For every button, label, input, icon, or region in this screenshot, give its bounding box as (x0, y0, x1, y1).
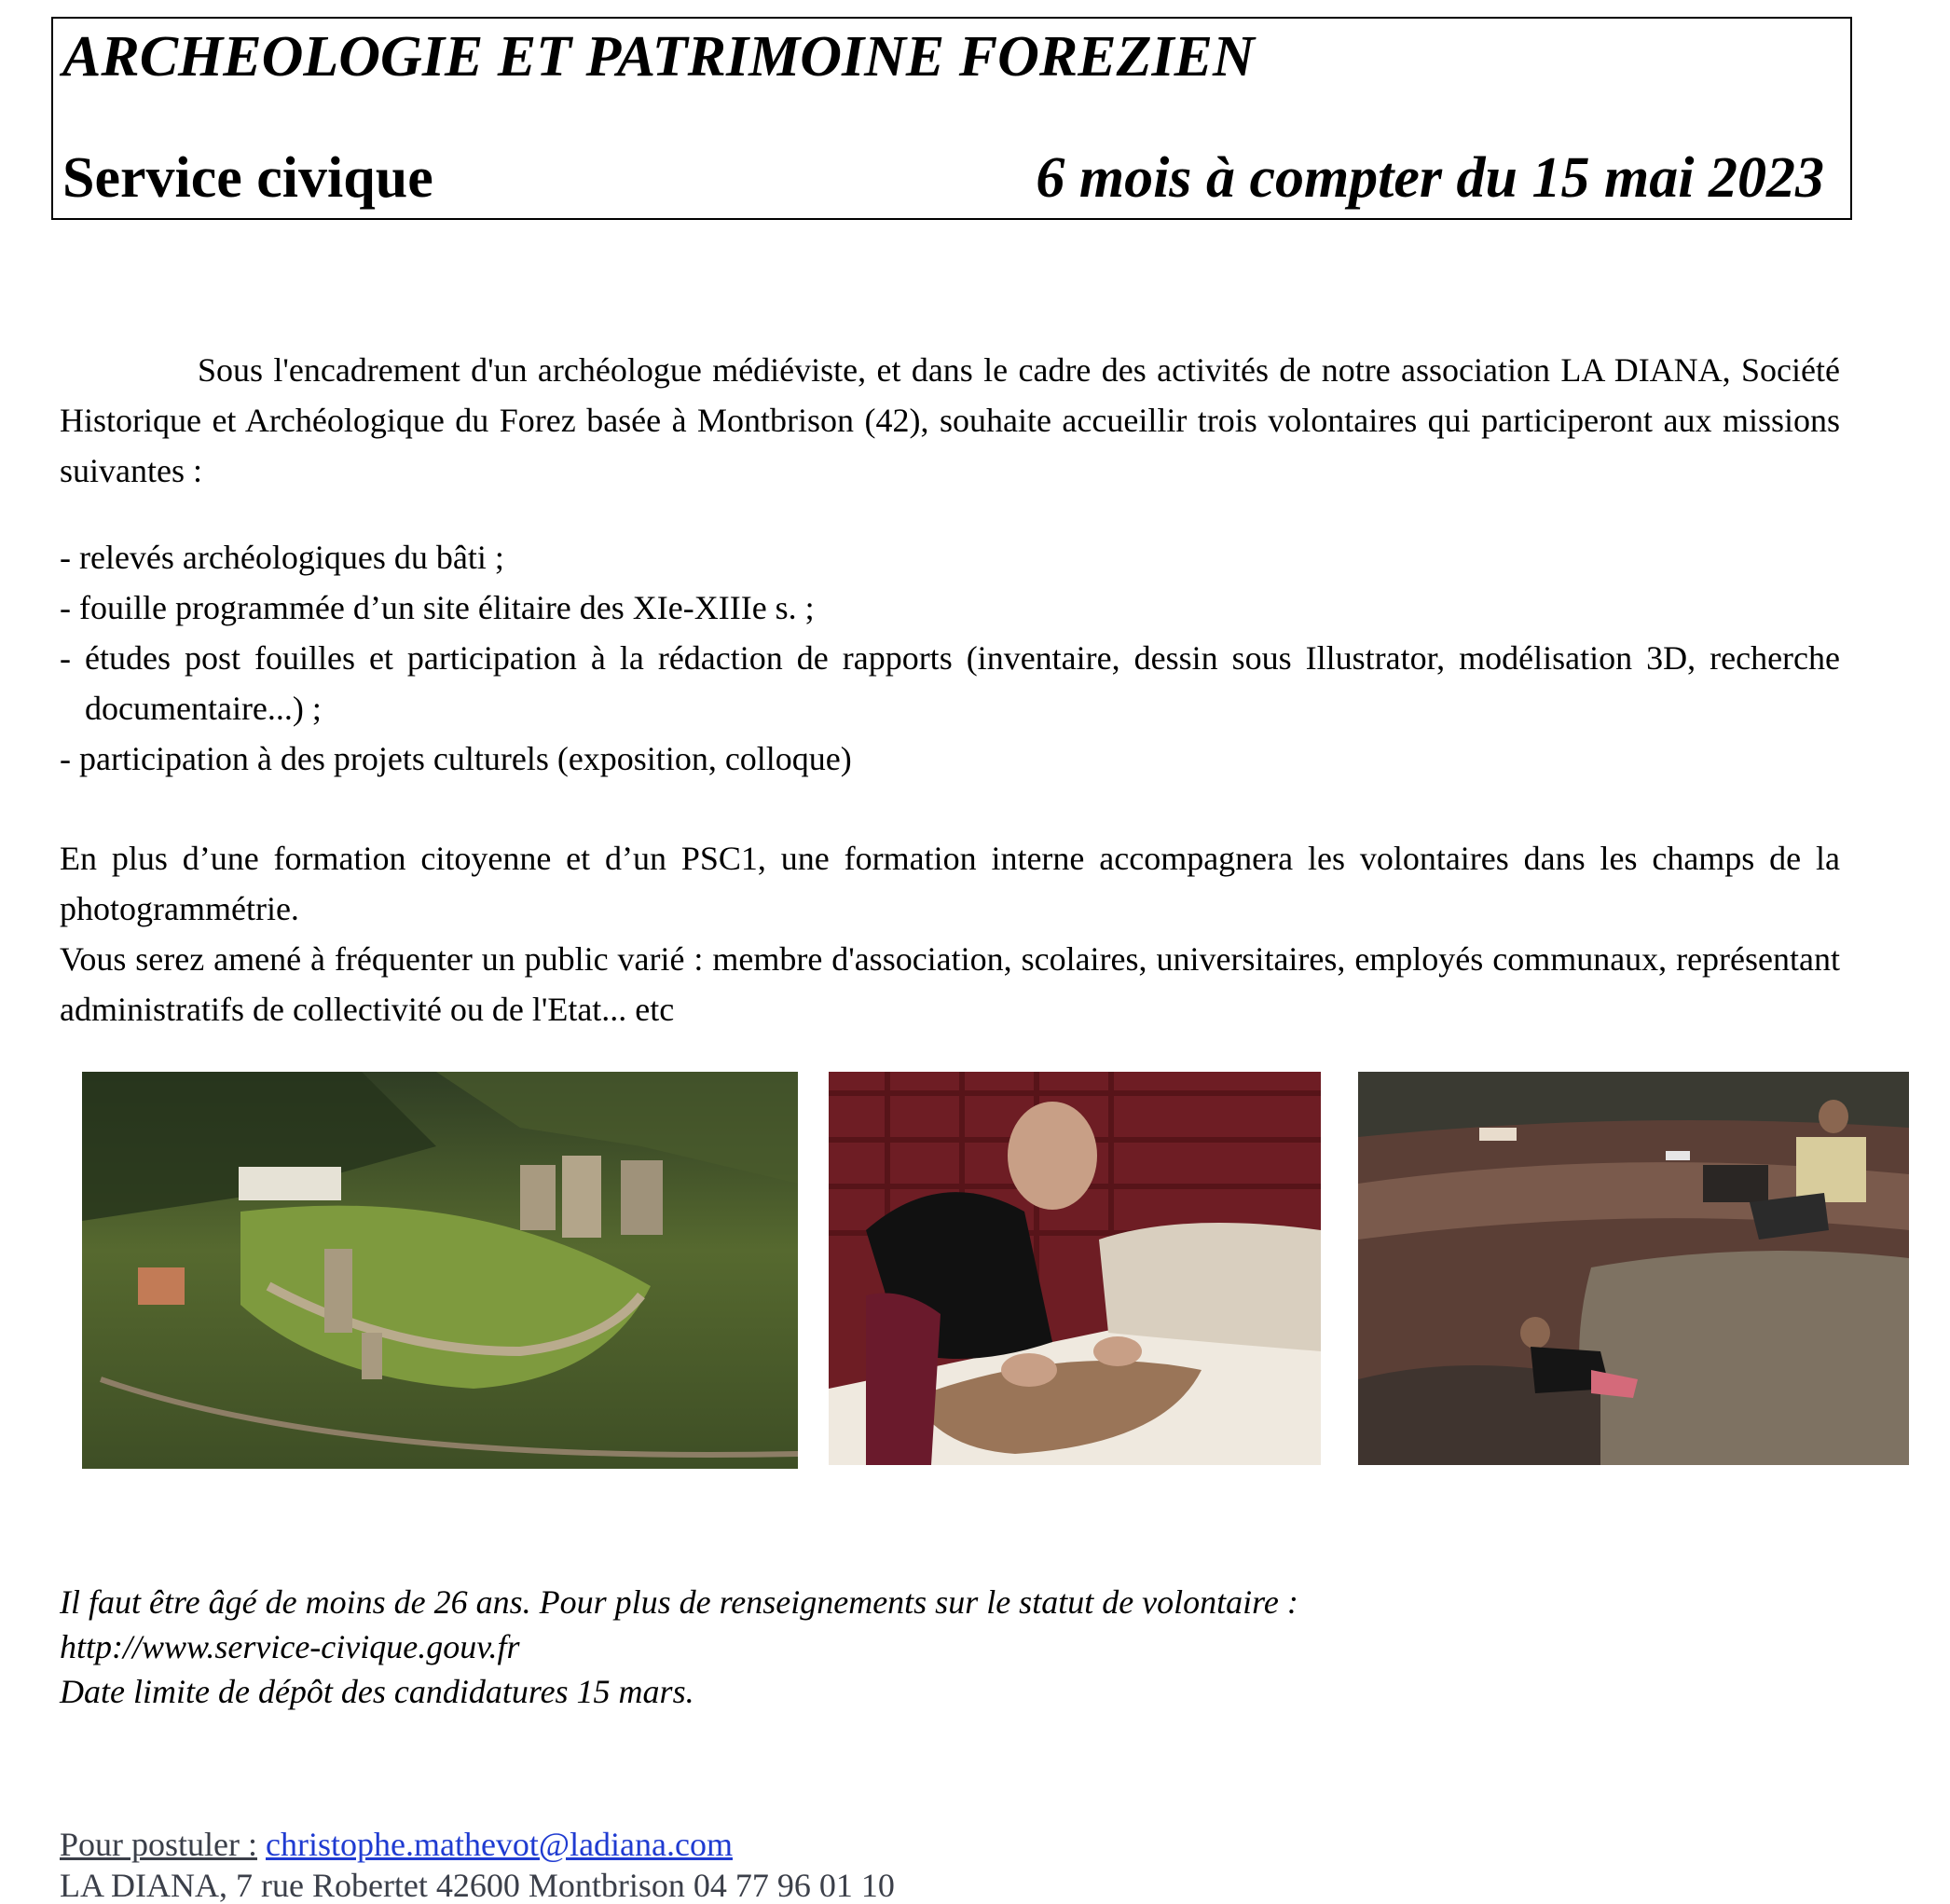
mission-item: - fouille programmée d’un site élitaire des XIe-XIIIe s. ; (60, 589, 815, 626)
excavation-site-photo (1358, 1072, 1909, 1465)
service-label: Service civique (62, 146, 433, 210)
castle-aerial-photo (82, 1072, 798, 1469)
apply-label: Pour postuler : (60, 1826, 257, 1863)
mission-list (60, 532, 1840, 784)
organization-title: ARCHEOLOGIE ET PATRIMOINE FOREZIEN (62, 25, 1255, 89)
intro-paragraph: Sous l'encadrement d'un archéologue médiéviste, et dans le cadre des activités de notre association LA DIANA, Société Historique et Archéologique du Forez basée à Montbrison (42), souhaite accueillir trois volontaires qui participeront aux missions suivantes : (60, 351, 1840, 489)
volunteer-info (60, 1580, 1831, 1714)
apply-email-link[interactable]: christophe.mathevot@ladiana.com (266, 1826, 733, 1863)
public-paragraph: Vous serez amené à fréquenter un public varié : membre d'association, scolaires, universitaires, employés communaux, représentant administratifs de collectivité ou de l'Etat... etc (60, 940, 1840, 1028)
service-duration: 6 mois à compter du 15 mai 2023 (1036, 146, 1824, 210)
age-requirement: Il faut être âgé de moins de 26 ans. Pour plus de renseignements sur le statut de volontaire : (60, 1583, 1298, 1621)
service-civique-url: http://www.service-civique.gouv.fr (60, 1628, 520, 1665)
photo-strip (0, 1072, 1950, 1473)
application-deadline: Date limite de dépôt des candidatures 15 mars. (60, 1673, 694, 1710)
mission-item: - participation à des projets culturels (exposition, colloque) (60, 740, 852, 777)
mission-item: - études post fouilles et participation à la rédaction de rapports (inventaire, dessin sous Illustrator, modélisation 3D, recherche documentaire...) ; (60, 639, 1840, 727)
apply-line (60, 1822, 733, 1867)
pottery-sorting-photo (829, 1072, 1321, 1465)
mission-item: - relevés archéologiques du bâti ; (60, 539, 504, 576)
formation-paragraph: En plus d’une formation citoyenne et d’un PSC1, une formation interne accompagnera les volontaires dans les champs de la photogrammétrie. (60, 840, 1840, 927)
header-box (51, 17, 1852, 220)
contact-address: LA DIANA, 7 rue Robertet 42600 Montbrison 04 77 96 01 10 (60, 1867, 895, 1904)
